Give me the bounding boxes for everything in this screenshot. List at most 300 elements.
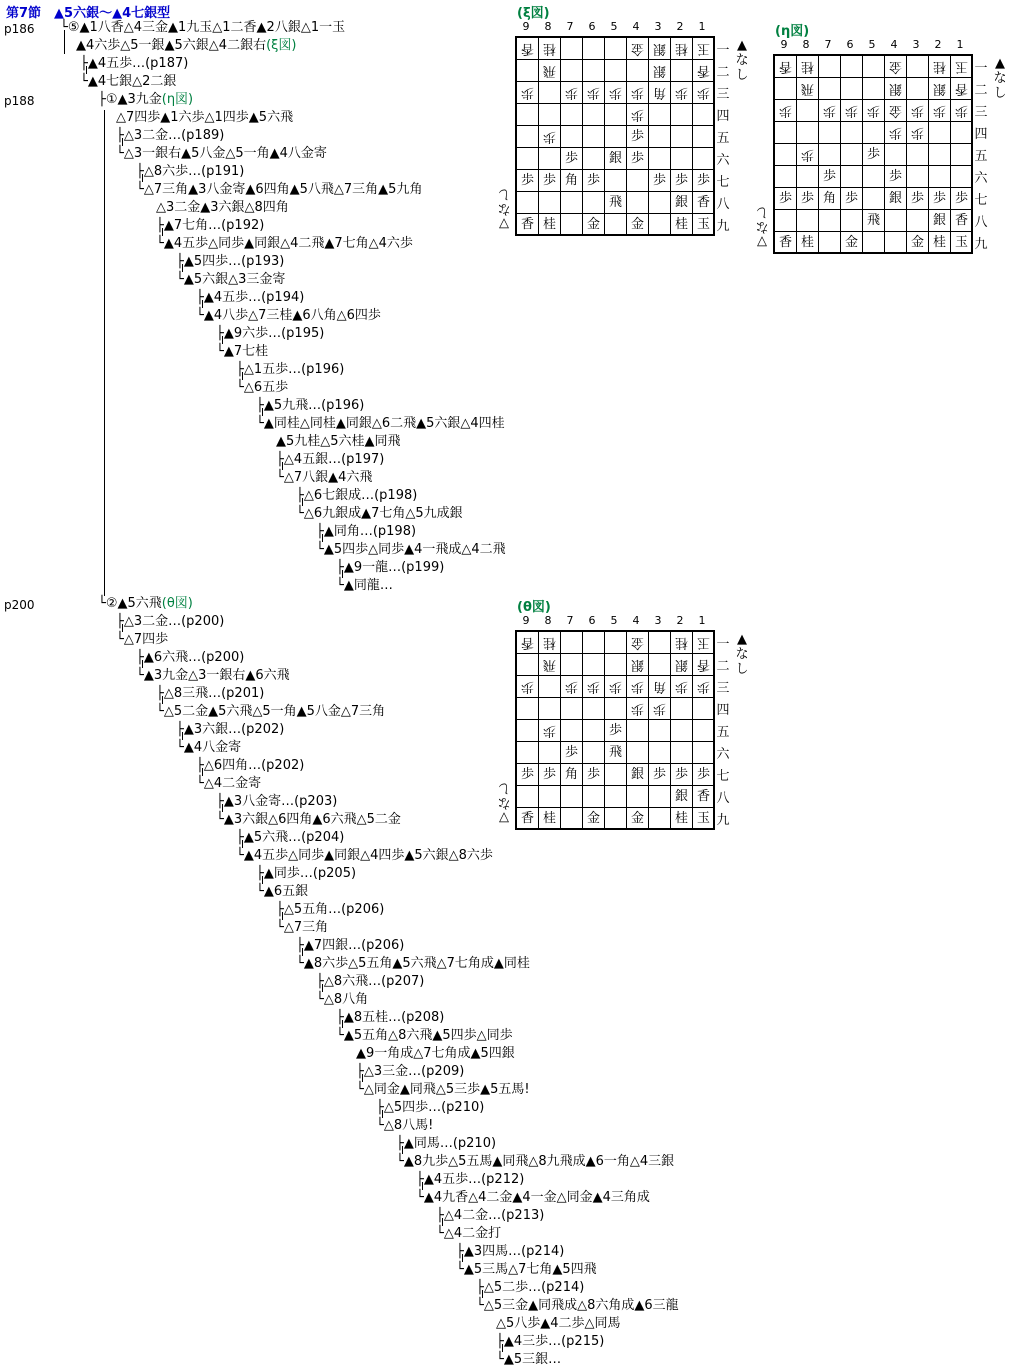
board-square (797, 78, 819, 100)
figure-reference: (η図) (161, 92, 194, 107)
gote-piece: 金 (888, 59, 902, 74)
board-square (627, 742, 649, 764)
column-number: 8 (802, 38, 810, 51)
move-text: └△7四歩 (116, 632, 169, 647)
move-text: └▲4九香△4二金▲4一金△同金▲4三角成 (416, 1190, 650, 1205)
board-square (929, 122, 951, 144)
diagram-label: (θ図) (517, 600, 551, 615)
move-line (436, 1226, 501, 1242)
board-square (797, 100, 819, 122)
board-square (863, 166, 885, 188)
board-square (539, 698, 561, 720)
tree-connector (242, 840, 243, 848)
move-line (236, 830, 344, 846)
board-square (583, 82, 605, 104)
board-square (885, 232, 907, 253)
board-square (539, 192, 561, 214)
board-square (561, 742, 583, 764)
move-text: ├①▲3九金 (98, 92, 162, 107)
column-number: 1 (698, 614, 706, 627)
move-text: ├△6四角…(p202) (196, 758, 305, 773)
board-square (517, 808, 539, 829)
column-number: 3 (654, 20, 662, 33)
gote-piece: 桂 (800, 59, 814, 74)
gote-piece: 歩 (630, 85, 644, 100)
move-line (176, 272, 285, 288)
board-square (863, 188, 885, 210)
board-square (819, 78, 841, 100)
move-line (156, 218, 264, 234)
board-square (797, 188, 819, 210)
move-line (456, 1262, 597, 1278)
board-square (929, 100, 951, 122)
tree-connector (462, 1254, 463, 1262)
board-square (627, 808, 649, 829)
move-text: ├△5四歩…(p210) (376, 1100, 485, 1115)
move-line (496, 1352, 561, 1368)
board-square (583, 148, 605, 170)
board-square (539, 126, 561, 148)
tree-connector (282, 912, 283, 920)
board-square (693, 786, 714, 808)
hand-char: ▽ (499, 216, 509, 231)
gote-piece: 歩 (564, 679, 578, 694)
move-line (336, 578, 393, 594)
board-square (517, 698, 539, 720)
hand-char: ▲ (995, 56, 1005, 71)
board-square (693, 38, 714, 60)
hand-char: し (497, 780, 511, 795)
column-number: 5 (610, 20, 618, 33)
gote-piece: 角 (652, 85, 666, 100)
board-square (517, 104, 539, 126)
hand-char: な (993, 71, 1007, 86)
board-square (627, 192, 649, 214)
sente-piece: 桂 (800, 235, 814, 250)
move-line (356, 1082, 530, 1098)
row-number: 九 (974, 237, 988, 252)
move-text: └▲4七銀△2二銀 (80, 74, 177, 89)
move-text: ├△4五銀…(p197) (276, 452, 385, 467)
sente-piece: 歩 (520, 767, 534, 782)
move-line (356, 1046, 515, 1062)
row-number: 七 (716, 175, 730, 190)
move-line (156, 200, 289, 216)
column-number: 4 (890, 38, 898, 51)
shogi-board-diagram (497, 596, 747, 836)
sente-piece: 歩 (954, 191, 968, 206)
board-square (605, 38, 627, 60)
board-square (841, 166, 863, 188)
hand-char: な (735, 53, 749, 68)
board-square (797, 232, 819, 253)
sente-piece: 歩 (696, 173, 710, 188)
board-square (885, 166, 907, 188)
tree-connector (162, 228, 163, 236)
board-square (929, 232, 951, 253)
board-square (671, 742, 693, 764)
tree-connector (222, 336, 223, 344)
board-square (561, 126, 583, 148)
board-square (627, 786, 649, 808)
board-square (561, 82, 583, 104)
tree-connector (402, 1146, 403, 1154)
board-square (929, 144, 951, 166)
column-number: 6 (588, 614, 596, 627)
gote-piece: 銀 (630, 657, 644, 672)
row-number: 二 (974, 83, 988, 98)
board-square (583, 742, 605, 764)
column-number: 6 (588, 20, 596, 33)
gote-piece: 銀 (652, 41, 666, 56)
board-square (671, 720, 693, 742)
board-square (627, 148, 649, 170)
board-square (693, 82, 714, 104)
move-text: ├▲同角…(p198) (316, 524, 417, 539)
sente-piece: 銀 (888, 191, 902, 206)
board-square (583, 38, 605, 60)
board-square (671, 698, 693, 720)
sente-piece: 歩 (844, 191, 858, 206)
hand-char: し (497, 186, 511, 201)
gote-piece: 歩 (932, 103, 946, 118)
tree-connector (202, 768, 203, 776)
page-reference: p188 (4, 94, 35, 108)
tree-connector (242, 372, 243, 380)
column-number: 1 (956, 38, 964, 51)
gote-piece: 歩 (674, 85, 688, 100)
sente-hand (735, 632, 749, 677)
move-text: ▲5九桂△5六桂▲同飛 (276, 434, 401, 449)
board-square (539, 214, 561, 235)
board-square (605, 192, 627, 214)
move-text: ├▲4五歩…(p187) (80, 56, 189, 71)
sente-piece: 歩 (630, 129, 644, 144)
board-square (605, 126, 627, 148)
row-number: 三 (974, 105, 988, 120)
move-text: └▲3九金△3一銀右▲6六飛 (136, 668, 290, 683)
gote-piece: 銀 (652, 63, 666, 78)
board-square (885, 210, 907, 232)
sente-piece: 歩 (674, 173, 688, 188)
board-square (671, 104, 693, 126)
move-text: └▲同龍… (336, 578, 393, 593)
board-square (885, 144, 907, 166)
board-square (517, 170, 539, 192)
gote-piece: 桂 (542, 635, 556, 650)
tree-connector (64, 30, 65, 54)
sente-piece: 飛 (866, 213, 880, 228)
move-line (236, 362, 344, 378)
board-square (907, 100, 929, 122)
board-square (539, 170, 561, 192)
board-square (671, 808, 693, 829)
board-square (951, 144, 972, 166)
sente-piece: 玉 (696, 217, 710, 232)
move-line (296, 956, 530, 972)
move-line (476, 1280, 584, 1296)
row-number: 六 (716, 153, 730, 168)
sente-piece: 飛 (608, 745, 622, 760)
board-square (539, 742, 561, 764)
sente-piece: 歩 (652, 767, 666, 782)
move-line (356, 1064, 464, 1080)
move-text: ├△6七銀成…(p198) (296, 488, 418, 503)
board-grid (515, 630, 715, 830)
move-line (396, 1136, 496, 1152)
tree-connector (162, 696, 163, 704)
move-line (256, 866, 356, 882)
board-square (517, 82, 539, 104)
sente-piece: 金 (630, 217, 644, 232)
tree-connector (262, 876, 263, 884)
column-number: 5 (868, 38, 876, 51)
board-square (583, 698, 605, 720)
move-text: ├△8三飛…(p201) (156, 686, 265, 701)
move-line (156, 686, 264, 702)
move-line (316, 992, 368, 1008)
sente-piece: 歩 (608, 723, 622, 738)
sente-piece: 歩 (822, 169, 836, 184)
board-square (627, 104, 649, 126)
row-number: 八 (716, 197, 730, 212)
move-line (276, 920, 328, 936)
board-square (863, 144, 885, 166)
move-text: ├△1五歩…(p196) (236, 362, 345, 377)
move-line (256, 884, 308, 900)
board-square (649, 126, 671, 148)
sente-piece: 銀 (674, 195, 688, 210)
gote-piece: 歩 (520, 679, 534, 694)
sente-piece: 香 (778, 235, 792, 250)
board-grid (773, 54, 973, 254)
move-line (456, 1244, 564, 1260)
row-number: 六 (716, 747, 730, 762)
row-number: 八 (974, 215, 988, 230)
move-text: └▲4八歩△7三桂▲6八角△6四歩 (196, 308, 381, 323)
move-text: ├△8六飛…(p207) (316, 974, 425, 989)
board-square (605, 764, 627, 786)
move-text: └△6九銀成▲7七角△5九成銀 (296, 506, 463, 521)
sente-hand (735, 38, 749, 83)
figure-reference: (ξ図) (266, 38, 297, 53)
board-square (539, 38, 561, 60)
board-square (797, 144, 819, 166)
gote-piece: 桂 (674, 635, 688, 650)
board-square (583, 632, 605, 654)
board-square (863, 78, 885, 100)
board-square (627, 632, 649, 654)
sente-piece: 桂 (542, 217, 556, 232)
board-square (907, 56, 929, 78)
board-square (841, 144, 863, 166)
gote-piece: 金 (630, 635, 644, 650)
move-line (376, 1118, 433, 1134)
gote-piece: 歩 (630, 679, 644, 694)
board-square (649, 808, 671, 829)
board-square (649, 786, 671, 808)
tree-connector (322, 984, 323, 992)
board-square (671, 632, 693, 654)
board-square (605, 82, 627, 104)
board-square (819, 210, 841, 232)
sente-piece: 歩 (932, 191, 946, 206)
board-square (583, 170, 605, 192)
gote-piece: 桂 (674, 41, 688, 56)
tree-connector (142, 174, 143, 182)
board-square (605, 654, 627, 676)
move-text: ├△3二金…(p200) (116, 614, 225, 629)
move-line (136, 182, 422, 198)
sente-piece: 歩 (652, 173, 666, 188)
move-line (256, 398, 364, 414)
board-square (627, 60, 649, 82)
column-number: 3 (912, 38, 920, 51)
board-square (627, 214, 649, 235)
board-square (649, 148, 671, 170)
gote-piece: 香 (696, 657, 710, 672)
tree-connector (86, 66, 87, 74)
board-square (841, 122, 863, 144)
board-square (517, 654, 539, 676)
board-square (951, 232, 972, 253)
hand-char: し (993, 86, 1007, 101)
board-square (627, 698, 649, 720)
move-text: └▲4五歩△同歩▲同銀△4二飛▲7七角△4六歩 (156, 236, 413, 251)
section-title: 第7節 ▲5六銀～▲4七銀型 (6, 6, 171, 21)
sente-piece: 桂 (932, 235, 946, 250)
column-number: 2 (676, 20, 684, 33)
move-text: ├▲4五歩…(p212) (416, 1172, 525, 1187)
move-line (436, 1208, 544, 1224)
gote-piece: 歩 (630, 701, 644, 716)
gote-piece: 歩 (542, 129, 556, 144)
gote-piece: 歩 (696, 679, 710, 694)
sente-piece: 角 (564, 173, 578, 188)
board-square (627, 764, 649, 786)
row-number: 六 (974, 171, 988, 186)
sente-piece: 歩 (542, 767, 556, 782)
move-text: ├△3三金…(p209) (356, 1064, 465, 1079)
board-square (951, 100, 972, 122)
move-text: └△8八角 (316, 992, 369, 1007)
move-text: ▲4六歩△5一銀▲5六銀△4二銀右 (76, 38, 267, 53)
board-square (583, 60, 605, 82)
move-text: └▲8九歩△5五馬▲同飛△8九飛成▲6一角△4三銀 (396, 1154, 675, 1169)
tree-connector (104, 110, 105, 596)
board-square (627, 654, 649, 676)
move-line (116, 146, 327, 162)
board-square (951, 166, 972, 188)
board-square (539, 632, 561, 654)
board-square (649, 82, 671, 104)
hand-char: ▽ (757, 234, 767, 249)
move-text: └△4二金打 (436, 1226, 502, 1241)
board-square (885, 122, 907, 144)
move-text: └②▲5六飛 (98, 596, 162, 611)
move-line (276, 470, 372, 486)
column-number: 6 (846, 38, 854, 51)
sente-piece: 角 (822, 191, 836, 206)
move-line (176, 722, 284, 738)
move-text: └▲7七桂 (216, 344, 269, 359)
board-square (671, 654, 693, 676)
board-square (775, 56, 797, 78)
move-line (216, 326, 324, 342)
gote-piece: 歩 (608, 679, 622, 694)
sente-piece: 桂 (674, 811, 688, 826)
move-line (396, 1154, 674, 1170)
board-square (693, 698, 714, 720)
board-square (951, 78, 972, 100)
gote-piece: 歩 (608, 85, 622, 100)
move-line (196, 290, 304, 306)
board-square (693, 60, 714, 82)
hand-char: な (497, 201, 511, 216)
column-number: 1 (698, 20, 706, 33)
board-square (885, 188, 907, 210)
move-line (116, 614, 224, 630)
column-number: 5 (610, 614, 618, 627)
board-square (517, 126, 539, 148)
board-square (583, 786, 605, 808)
board-square (841, 78, 863, 100)
board-square (671, 786, 693, 808)
move-line (116, 128, 224, 144)
sente-piece: 香 (520, 217, 534, 232)
move-line (76, 38, 296, 54)
column-number: 9 (522, 614, 530, 627)
board-square (649, 170, 671, 192)
board-square (539, 808, 561, 829)
gote-piece: 歩 (778, 103, 792, 118)
gote-piece: 歩 (696, 85, 710, 100)
board-square (605, 60, 627, 82)
sente-piece: 金 (910, 235, 924, 250)
board-square (671, 214, 693, 235)
gote-piece: 玉 (954, 59, 968, 74)
gote-piece: 歩 (564, 85, 578, 100)
board-square (693, 214, 714, 235)
gote-piece: 飛 (542, 657, 556, 672)
sente-piece: 玉 (954, 235, 968, 250)
column-number: 2 (934, 38, 942, 51)
gote-piece: 歩 (586, 85, 600, 100)
move-text: ├▲5四歩…(p193) (176, 254, 285, 269)
sente-piece: 香 (520, 811, 534, 826)
column-number: 7 (566, 614, 574, 627)
board-square (775, 122, 797, 144)
board-square (907, 144, 929, 166)
gote-piece: 玉 (696, 635, 710, 650)
board-square (693, 808, 714, 829)
board-square (775, 232, 797, 253)
board-square (775, 188, 797, 210)
sente-piece: 金 (586, 811, 600, 826)
move-text: └△同金▲同飛△5三歩▲5五馬! (356, 1082, 530, 1097)
move-text: └⑤▲1八香△4三金▲1九玉△1二香▲2八銀△1一玉 (60, 20, 346, 35)
move-line (316, 974, 424, 990)
move-line (336, 560, 444, 576)
move-text: └△7三角 (276, 920, 329, 935)
board-square (885, 100, 907, 122)
board-square (797, 210, 819, 232)
board-square (841, 100, 863, 122)
tree-connector (302, 948, 303, 956)
board-square (539, 60, 561, 82)
board-square (583, 654, 605, 676)
move-text: └▲5五角△8六飛▲5四歩△同歩 (336, 1028, 513, 1043)
